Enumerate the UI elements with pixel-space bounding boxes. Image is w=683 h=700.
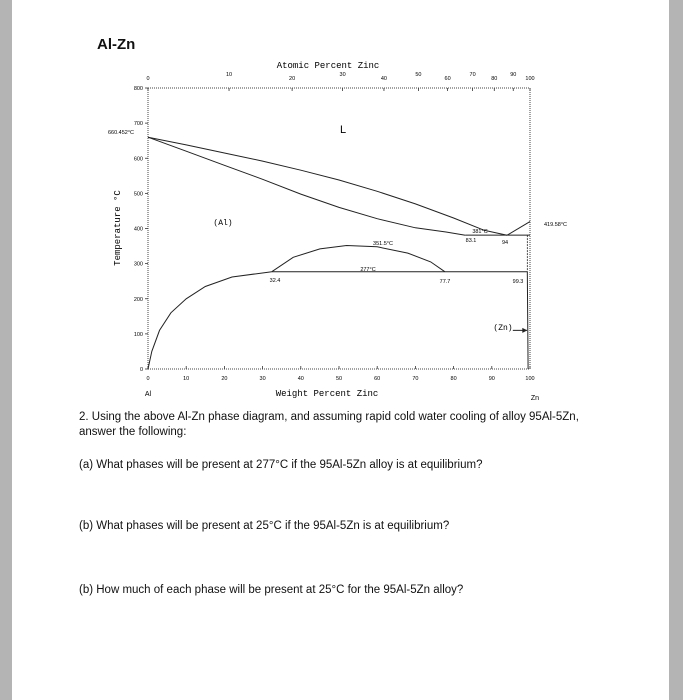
top-tick-label: 10 bbox=[225, 72, 233, 78]
zn-melting-label: 419.58°C bbox=[544, 222, 567, 228]
liquidus-left-curve bbox=[148, 137, 507, 235]
y-axis-label: Temperature °C bbox=[113, 190, 123, 266]
eutectoid-mid-comp-label: 77.7 bbox=[439, 279, 451, 285]
bottom-tick-label: 80 bbox=[450, 376, 457, 382]
eutectoid-right-comp-label: 99.3 bbox=[512, 279, 524, 285]
eutectic-left-comp-label: 83.1 bbox=[465, 238, 477, 244]
top-tick-label: 20 bbox=[289, 76, 296, 82]
top-tick-label: 30 bbox=[339, 72, 346, 78]
liquid-region-label: L bbox=[339, 124, 347, 136]
bottom-tick-label: 40 bbox=[297, 376, 304, 382]
bottom-tick-label: 90 bbox=[488, 376, 495, 382]
eutectic-temp-label: 381°C bbox=[472, 229, 488, 235]
y-tick-label: 0 bbox=[139, 367, 143, 373]
y-tick-label: 800 bbox=[133, 86, 143, 92]
liquidus-right-curve bbox=[507, 222, 530, 236]
question-a: (a) What phases will be present at 277°C if the 95Al-5Zn alloy is at equilibrium? bbox=[79, 459, 483, 471]
bottom-tick-label: 70 bbox=[412, 376, 419, 382]
zn-solvus-line bbox=[527, 272, 528, 369]
solidus-left-curve bbox=[148, 137, 465, 235]
top-tick-label: 100 bbox=[525, 76, 535, 82]
miscibility-gap-curve bbox=[272, 246, 445, 272]
eutectoid-temp-label: 277°C bbox=[360, 267, 376, 273]
y-tick-label: 700 bbox=[133, 121, 143, 128]
eutectic-right-comp-label: 94 bbox=[501, 240, 509, 246]
y-tick-label: 500 bbox=[133, 191, 143, 198]
right-component-label: Zn bbox=[530, 395, 540, 402]
top-tick-label: 60 bbox=[444, 76, 451, 82]
zn-arrowhead-icon bbox=[522, 328, 527, 333]
monotectoid-temp-label: 351.5°C bbox=[373, 241, 393, 247]
question-intro: 2. Using the above Al-Zn phase diagram, and assuming rapid cold water cooling of alloy 95Al-5Zn, answer the following: bbox=[79, 411, 579, 438]
top-tick-label: 80 bbox=[491, 76, 498, 82]
y-tick-label: 400 bbox=[133, 226, 143, 233]
top-axis-label: Atomic Percent Zinc bbox=[276, 61, 380, 71]
solvus-left-curve bbox=[148, 272, 272, 369]
top-tick-label: 70 bbox=[469, 72, 476, 78]
question-c: (b) How much of each phase will be present at 25°C for the 95Al-5Zn alloy? bbox=[79, 584, 464, 596]
y-tick-label: 600 bbox=[133, 156, 143, 163]
eutectoid-left-comp-label: 32.4 bbox=[269, 278, 281, 284]
bottom-tick-label: 30 bbox=[259, 376, 266, 382]
left-component-label: Al bbox=[144, 391, 152, 398]
top-tick-label: 50 bbox=[415, 72, 422, 78]
y-tick-label: 300 bbox=[133, 261, 143, 268]
al-phase-label: (Al) bbox=[213, 219, 233, 228]
bottom-tick-label: 0 bbox=[146, 376, 150, 382]
zn-phase-label: (Zn) bbox=[493, 324, 513, 333]
bottom-tick-label: 50 bbox=[335, 376, 343, 382]
bottom-tick-label: 10 bbox=[183, 376, 190, 382]
bottom-tick-label: 60 bbox=[374, 376, 381, 382]
ticks-group bbox=[134, 72, 535, 382]
bottom-tick-label: 20 bbox=[221, 376, 228, 382]
al-melting-label: 660.452°C bbox=[107, 130, 135, 136]
page-title: Al-Zn bbox=[97, 36, 136, 53]
bottom-tick-label: 100 bbox=[525, 376, 535, 382]
question-b: (b) What phases will be present at 25°C if the 95Al-5Zn is at equilibrium? bbox=[79, 520, 450, 532]
bottom-axis-label: Weight Percent Zinc bbox=[275, 389, 379, 399]
y-tick-label: 200 bbox=[133, 296, 143, 303]
y-tick-label: 100 bbox=[133, 331, 143, 338]
top-tick-label: 90 bbox=[510, 72, 517, 78]
top-tick-label: 0 bbox=[146, 76, 150, 82]
top-tick-label: 40 bbox=[380, 76, 388, 82]
